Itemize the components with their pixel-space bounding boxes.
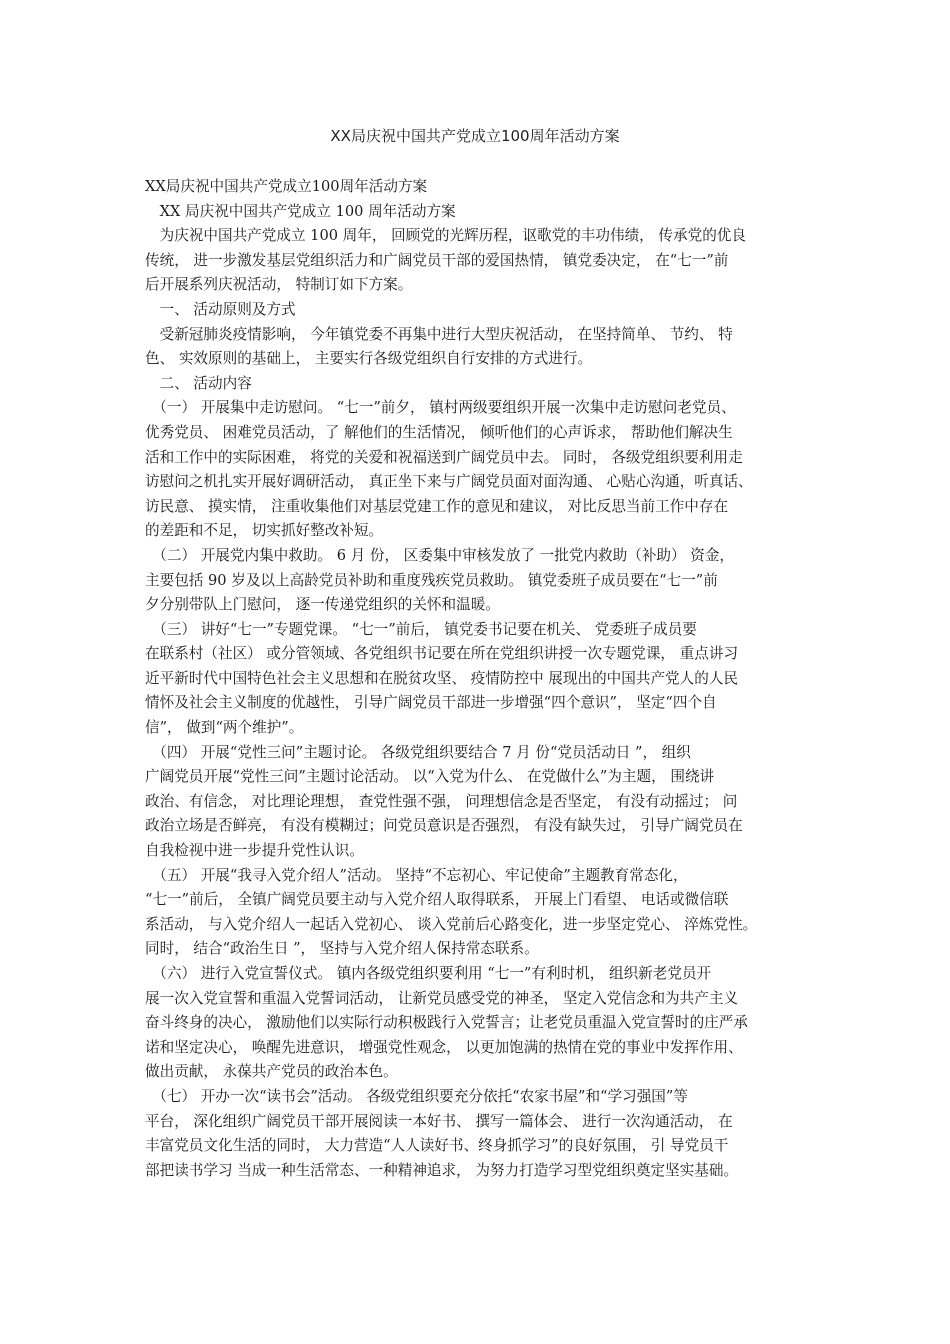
body-line: （二） 开展党内集中救助。 6 月 份， 区委集中审核发放了 一批党内救助（补助） 资金， [145,546,735,564]
body-line: 受新冠肺炎疫情影响， 今年镇党委不再集中进行大型庆祝活动， 在坚持简单、 节约、 特 [145,325,733,343]
body-line: 同时， 结合“政治生日 ”， 坚持与入党介绍人保持常态联系。 [145,940,539,958]
body-line: 的差距和不足， 切实抓好整改补短。 [145,522,384,540]
body-line: 政治立场是否鲜亮， 有没有模糊过；问党员意识是否强烈， 有没有缺失过， 引导广阔党员在 [145,817,743,835]
body-line: 展一次入党宣誓和重温入党誓词活动， 让新党员感受党的神圣， 坚定入党信念和为共产主义 [145,989,739,1007]
body-line: 二、 活动内容 [145,374,252,392]
body-line: 主要包括 90 岁及以上高龄党员补助和重度残疾党员救助。 镇党委班子成员要在“七一”前 [145,571,718,589]
body-line: 信”， 做到“两个维护”。 [145,719,304,737]
body-line: 色、 实效原则的基础上， 主要实行各级党组织自行安排的方式进行。 [145,350,593,368]
body-line: （一） 开展集中走访慰问。 “七一”前夕， 镇村两级要组织开展一次集中走访慰问老党员、 [145,399,736,417]
body-line: 自我检视中进一步提升党性认识。 [145,842,364,860]
body-line: 传统， 进一步激发基层党组织活力和广阔党员干部的爱国热情， 镇党委决定， 在“七一”前 [145,251,729,269]
body-line: 平台， 深化组织广阔党员干部开展阅读一本好书、 撰写一篇体会、 进行一次沟通活动， 在 [145,1112,733,1130]
body-line: 诺和坚定决心， 唤醒先进意识， 增强党性观念， 以更加饱满的热情在党的事业中发挥作用、 [145,1038,743,1056]
body-line: 一、 活动原则及方式 [145,300,296,318]
document-title: XX局庆祝中国共产党成立100周年活动方案 [330,127,620,145]
document-body [145,175,815,1183]
body-line: （三） 讲好“七一”专题党课。 “七一”前后， 镇党委书记要在机关、 党委班子成员要 [145,620,697,638]
body-line: 夕分别带队上门慰问， 逐一传递党组织的关怀和温暖。 [145,596,500,614]
body-line: 优秀党员、 困难党员活动，了 解他们的生活情况， 倾听他们的心声诉求， 帮助他们解决生 [145,423,733,441]
body-line: （六） 进行入党宣誓仪式。 镇内各级党组织要利用 “七一”有利时机， 组织新老党员开 [145,965,712,982]
body-line: （五） 开展“我寻入党介绍人”活动。 坚持“不忘初心、牢记使命”主题教育常态化， [145,866,688,884]
body-line: 访民意、 摸实情， 注重收集他们对基层党建工作的意见和建议， 对比反思当前工作中存在 [145,497,729,515]
body-line: 为庆祝中国共产党成立 100 周年， 回顾党的光辉历程，讴歌党的丰功伟绩， 传承党的优良 [145,227,746,245]
body-line: 活和工作中的实际困难， 将党的关爱和祝福送到广阔党员中去。 同时， 各级党组织要利用走 [145,448,743,466]
body-line: 后开展系列庆祝活动， 特制订如下方案。 [145,276,413,294]
body-line: XX 局庆祝中国共产党成立 100 周年活动方案 [145,202,456,220]
body-line: 访慰问之机扎实开展好调研活动， 真正坐下来与广阔党员面对面沟通、 心贴心沟通，听真话、 [145,473,753,491]
body-line: “七一”前后， 全镇广阔党员要主动与入党介绍人取得联系， 开展上门看望、 电话或微信联 [145,891,729,909]
body-line: 在联系村（社区） 或分管领域、各党组织书记要在所在党组织讲授一次专题党课， 重点讲习 [145,645,739,663]
body-line: 情怀及社会主义制度的优越性， 引导广阔党员干部进一步增强“四个意识”， 坚定“四个自 [145,694,717,712]
body-line: 做出贡献， 永葆共产党员的政治本色。 [145,1063,398,1081]
body-line: 政治、有信念， 对比理论理想， 查党性强不强， 问理想信念是否坚定， 有没有动摇过； 问 [145,792,738,810]
body-line: 广阔党员开展“党性三问”主题讨论活动。 以“入党为什么、 在党做什么”为主题， 围绕讲 [145,768,715,786]
body-line: 部把读书学习 当成一种生活常态、一种精神追求， 为努力打造学习型党组织奠定坚实基础。 [145,1161,739,1179]
body-line: 丰富党员文化生活的同时， 大力营造“人人读好书、终身抓学习”的良好氛围， 引 导党员干 [145,1137,729,1155]
body-line: （七） 开办一次“读书会”活动。 各级党组织要充分依托“农家书屋”和“学习强国”等 [145,1087,688,1105]
body-line: 系活动， 与入党介绍人一起话入党初心、 谈入党前后心路变化，进一步坚定党心、 淬炼党性。 [145,915,758,933]
body-line: （四） 开展“党性三问”主题讨论。 各级党组织要结合 7 月 份“党员活动日 ”， 组织 [145,743,691,761]
body-line: XX局庆祝中国共产党成立100周年活动方案 [145,178,428,195]
body-line: 近平新时代中国特色社会主义思想和在脱贫攻坚、 疫情防控中 展现出的中国共产党人的人民 [145,669,739,687]
body-line: 奋斗终身的决心， 激励他们以实际行动积极践行入党誓言；让老党员重温入党宣誓时的庄严承 [145,1014,748,1032]
